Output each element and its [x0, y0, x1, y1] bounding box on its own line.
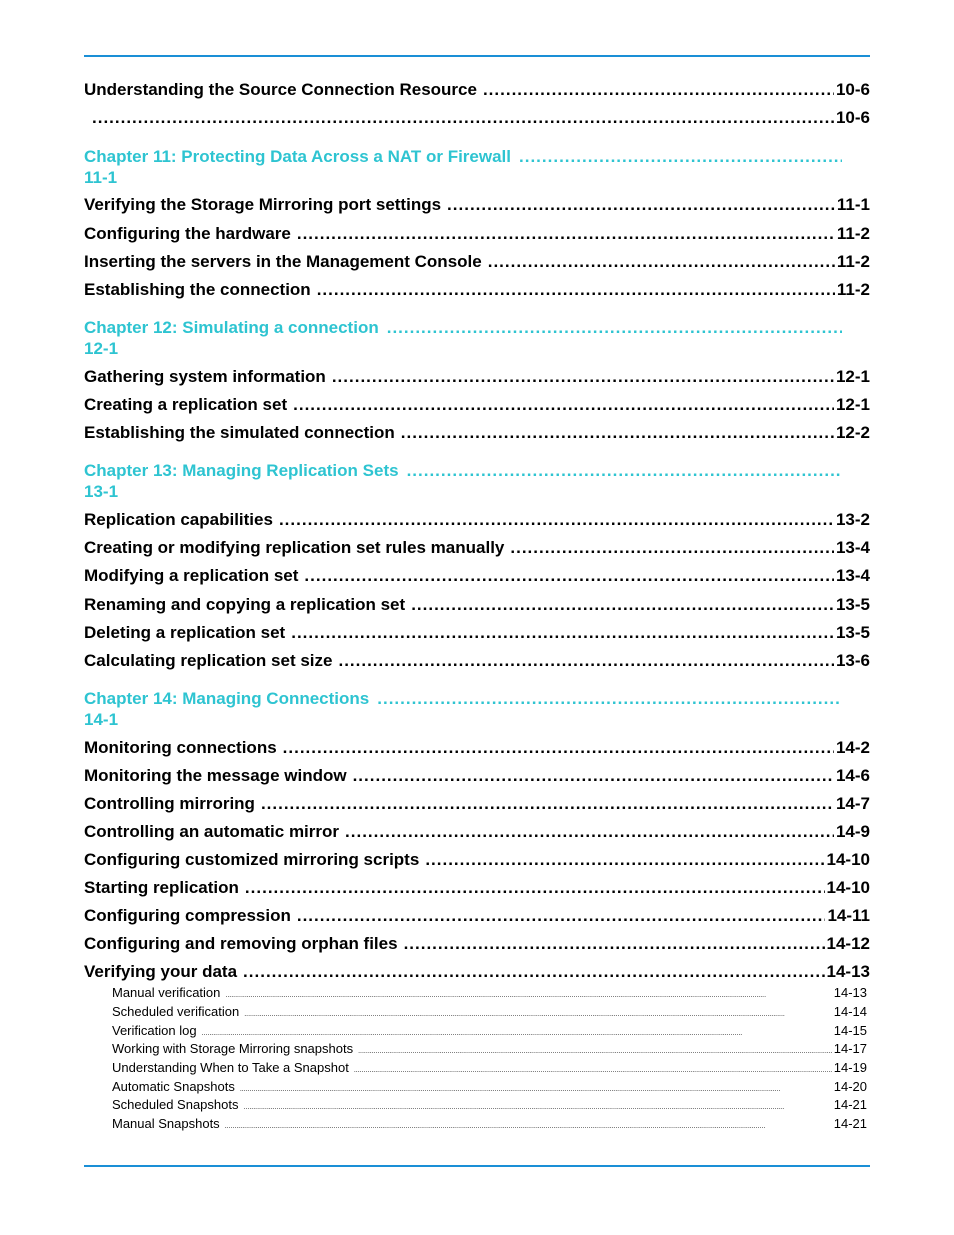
- toc-entry-title: Configuring customized mirroring scripts: [84, 850, 420, 869]
- toc-entry-page: 13-4: [835, 566, 870, 585]
- chapter-title: Chapter 11: Protecting Data Across a NAT or Firewall: [84, 147, 512, 166]
- toc-dot-leader: [377, 688, 842, 709]
- toc-subentry-title: Automatic Snapshots: [112, 1079, 235, 1094]
- toc-entry-page: 11-2: [836, 252, 870, 271]
- toc-dot-leader: [283, 738, 834, 758]
- toc-dot-leader: [338, 651, 834, 671]
- toc-entry-title: Controlling mirroring: [84, 794, 255, 813]
- toc-subentry-page: 14-13: [833, 985, 867, 1000]
- toc-subentry-page: 14-17: [833, 1041, 867, 1056]
- toc-dot-leader: [358, 1044, 832, 1060]
- toc-entry-title: Creating or modifying replication set rules manually: [84, 538, 505, 557]
- toc-entry-title: Controlling an automatic mirror: [84, 822, 340, 841]
- toc-entry[interactable]: [84, 766, 870, 786]
- toc-entry-page: 14-12: [826, 934, 870, 953]
- toc-subentry-page: 14-20: [833, 1079, 867, 1094]
- toc-entry[interactable]: [84, 738, 870, 758]
- toc-entry-page: 11-2: [836, 224, 870, 243]
- toc-dot-leader: [297, 906, 826, 926]
- toc-entry-page: 14-11: [827, 906, 870, 925]
- toc-entry-page: 14-10: [826, 878, 870, 897]
- toc-dot-leader: [488, 252, 835, 272]
- toc-dot-leader: [244, 1007, 832, 1023]
- toc-entry-page: 12-1: [835, 367, 870, 386]
- toc-dot-leader: [447, 195, 835, 215]
- toc-subentry-page: 14-15: [833, 1023, 867, 1038]
- toc-subentry[interactable]: [112, 1004, 867, 1023]
- toc-entry[interactable]: [84, 962, 870, 982]
- toc-entry-page: 13-4: [835, 538, 870, 557]
- toc-entry-page: 14-9: [835, 822, 870, 841]
- toc-dot-leader: [411, 595, 834, 615]
- toc-dot-leader: [240, 1082, 832, 1098]
- toc-subentry-title: Scheduled verification: [112, 1004, 240, 1019]
- toc-dot-leader: [483, 80, 834, 100]
- chapter-page: 13-1: [84, 482, 119, 501]
- toc-subentry-page: 14-19: [833, 1060, 867, 1075]
- toc-entry-title: Establishing the connection: [84, 280, 311, 299]
- chapter-title: Chapter 14: Managing Connections: [84, 689, 370, 708]
- toc-entry[interactable]: [84, 80, 870, 100]
- toc-entry-page: 11-2: [836, 280, 870, 299]
- toc-subentry[interactable]: [112, 1116, 867, 1135]
- chapter-title: Chapter 13: Managing Replication Sets: [84, 461, 399, 480]
- toc-dot-leader: [202, 1026, 832, 1042]
- toc-dot-leader: [225, 1119, 832, 1135]
- chapter-page: 14-1: [84, 710, 119, 729]
- footer-rule: [84, 1165, 870, 1167]
- toc-subentry[interactable]: [112, 985, 867, 1004]
- toc-entry[interactable]: [84, 224, 870, 244]
- chapter-heading[interactable]: [84, 146, 870, 188]
- chapter-page: 12-1: [84, 339, 119, 358]
- toc-subentry-title: Scheduled Snapshots: [112, 1097, 239, 1112]
- toc-entry-title: Configuring and removing orphan files: [84, 934, 398, 953]
- toc-dot-leader: [345, 822, 834, 842]
- toc-entry-page: 10-6: [835, 80, 870, 99]
- toc-entry-title: Monitoring the message window: [84, 766, 347, 785]
- toc-entry-page: 11-1: [836, 195, 870, 214]
- chapter-heading[interactable]: [84, 460, 870, 502]
- toc-entry[interactable]: [84, 108, 870, 128]
- toc-dot-leader: [354, 1063, 832, 1079]
- toc-entry-title: Calculating replication set size: [84, 651, 333, 670]
- toc-entry[interactable]: [84, 822, 870, 842]
- toc-entry-title: Deleting a replication set: [84, 623, 286, 642]
- toc-entry-page: 13-5: [835, 623, 870, 642]
- toc-dot-leader: [92, 108, 834, 128]
- toc-dot-leader: [353, 766, 834, 786]
- toc-entry[interactable]: [84, 538, 870, 558]
- header-rule: [84, 55, 870, 57]
- toc-subentry[interactable]: [112, 1041, 867, 1060]
- toc-dot-leader: [245, 878, 825, 898]
- toc-dot-leader: [243, 962, 824, 982]
- toc-entry[interactable]: [84, 850, 870, 870]
- toc-dot-leader: [304, 566, 834, 586]
- toc-dot-leader: [225, 988, 831, 1004]
- toc-dot-leader: [510, 538, 834, 558]
- toc-dot-leader: [293, 395, 834, 415]
- toc-subentry-title: Working with Storage Mirroring snapshots: [112, 1041, 354, 1056]
- toc-entry-page: 13-2: [835, 510, 870, 529]
- toc-entry-title: Understanding the Source Connection Resource: [84, 80, 477, 99]
- toc-entry[interactable]: [84, 934, 870, 954]
- toc-entry[interactable]: [84, 566, 870, 586]
- toc-entry[interactable]: [84, 651, 870, 671]
- toc-entry[interactable]: [84, 623, 870, 643]
- toc-dot-leader: [519, 146, 842, 167]
- toc-subentry-title: Verification log: [112, 1023, 197, 1038]
- toc-dot-leader: [261, 794, 834, 814]
- toc-entry-page: 12-2: [835, 423, 870, 442]
- toc-entry[interactable]: [84, 906, 870, 926]
- toc-dot-leader: [407, 460, 842, 481]
- toc-entry[interactable]: [84, 510, 870, 530]
- toc-entry-page: 13-5: [835, 595, 870, 614]
- chapter-heading[interactable]: [84, 317, 870, 359]
- toc-dot-leader: [387, 317, 842, 338]
- toc-entry-title: Establishing the simulated connection: [84, 423, 395, 442]
- toc-entry-page: 14-6: [835, 766, 870, 785]
- toc-subentry-title: Manual Snapshots: [112, 1116, 220, 1131]
- toc-subentry[interactable]: [112, 1023, 867, 1042]
- toc-entry-title: Starting replication: [84, 878, 239, 897]
- toc-subentry[interactable]: [112, 1079, 867, 1098]
- toc-entry-title: Renaming and copying a replication set: [84, 595, 406, 614]
- toc-entry[interactable]: [84, 367, 870, 387]
- toc-dot-leader: [401, 423, 834, 443]
- toc-entry-page: 14-2: [835, 738, 870, 757]
- toc-entry[interactable]: [84, 595, 870, 615]
- toc-entry-title: Configuring compression: [84, 906, 291, 925]
- toc-entry[interactable]: [84, 280, 870, 300]
- toc-dot-leader: [332, 367, 834, 387]
- chapter-title: Chapter 12: Simulating a connection: [84, 318, 379, 337]
- toc-subentry-title: Manual verification: [112, 985, 221, 1000]
- toc-entry[interactable]: [84, 395, 870, 415]
- toc-entry[interactable]: [84, 878, 870, 898]
- toc-entry[interactable]: [84, 195, 870, 215]
- toc-subentry[interactable]: [112, 1060, 867, 1079]
- toc-dot-leader: [404, 934, 825, 954]
- toc-entry[interactable]: [84, 252, 870, 272]
- toc-dot-leader: [279, 510, 834, 530]
- toc-entry-page: 14-10: [826, 850, 870, 869]
- toc-dot-leader: [317, 280, 835, 300]
- toc-entry-title: Verifying the Storage Mirroring port settings: [84, 195, 442, 214]
- toc-dot-leader: [425, 850, 824, 870]
- toc-entry-title: Modifying a replication set: [84, 566, 299, 585]
- toc-entry-title: Creating a replication set: [84, 395, 288, 414]
- toc-entry-page: 14-13: [826, 962, 870, 981]
- chapter-heading[interactable]: [84, 688, 870, 730]
- toc-entry[interactable]: [84, 794, 870, 814]
- toc-entry-page: 14-7: [835, 794, 870, 813]
- toc-entry-title: Inserting the servers in the Management Console: [84, 252, 482, 271]
- toc-entry-title: Configuring the hardware: [84, 224, 291, 243]
- toc-entry-title: Verifying your data: [84, 962, 238, 981]
- toc-entry-page: 12-1: [835, 395, 870, 414]
- toc-entry-title: Gathering system information: [84, 367, 326, 386]
- toc-subentry-title: Understanding When to Take a Snapshot: [112, 1060, 349, 1075]
- toc-dot-leader: [291, 623, 834, 643]
- toc-entry-title: Monitoring connections: [84, 738, 277, 757]
- toc-entry-page: 13-6: [835, 651, 870, 670]
- toc-dot-leader: [243, 1100, 831, 1116]
- toc-subentry[interactable]: [112, 1097, 867, 1116]
- toc-entry[interactable]: [84, 423, 870, 443]
- toc-subentry-page: 14-21: [833, 1116, 867, 1131]
- toc-subentry-page: 14-14: [833, 1004, 867, 1019]
- toc-subentry-page: 14-21: [833, 1097, 867, 1112]
- toc-entry-page: 10-6: [835, 108, 870, 127]
- toc-entry-title: Replication capabilities: [84, 510, 273, 529]
- toc-dot-leader: [297, 224, 835, 244]
- chapter-page: 11-1: [84, 168, 118, 187]
